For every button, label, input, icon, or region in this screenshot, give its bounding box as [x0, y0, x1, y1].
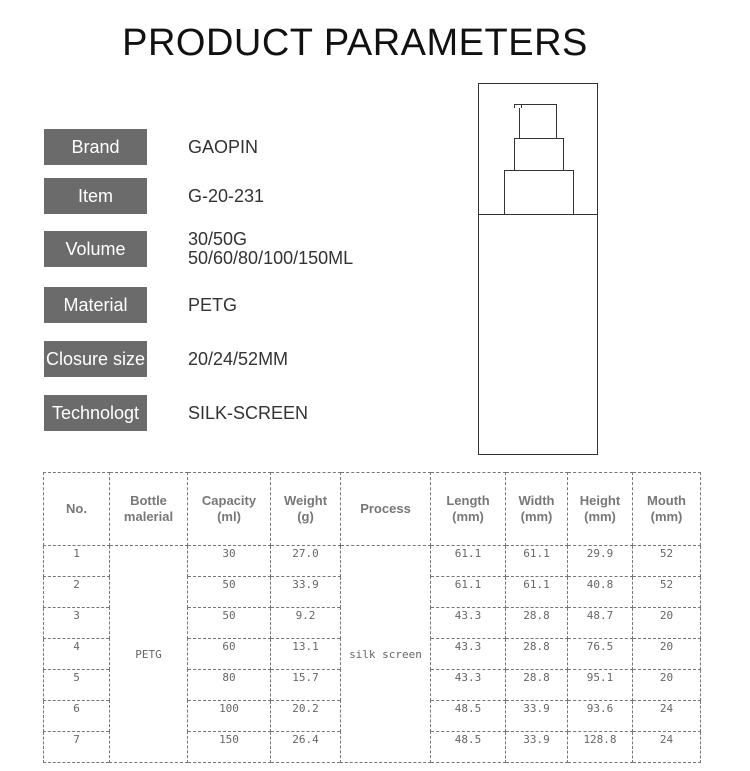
cell-mouth: 52 [633, 577, 701, 608]
param-value [188, 296, 237, 315]
cell-no: 4 [44, 639, 110, 670]
column-header-line: malerial [123, 509, 174, 524]
column-header [341, 473, 431, 546]
cell-no: 7 [44, 732, 110, 763]
cell-width: 33.9 [506, 701, 568, 732]
cell-mouth: 20 [633, 670, 701, 701]
column-header [188, 473, 271, 546]
column-header [271, 473, 341, 546]
cell-height: 40.8 [568, 577, 633, 608]
param-row [44, 287, 238, 323]
cell-mouth: 52 [633, 546, 701, 577]
cell-length: 48.5 [431, 701, 506, 732]
table-row [44, 546, 701, 577]
table-body [44, 546, 701, 763]
column-header [44, 473, 110, 546]
cell-weight: 26.4 [271, 732, 341, 763]
column-header-line: (mm) [520, 509, 553, 524]
param-value-line: SILK-SCREEN [188, 402, 309, 423]
param-row [44, 229, 354, 268]
cell-no: 3 [44, 608, 110, 639]
cell-no: 1 [44, 546, 110, 577]
cell-width: 61.1 [506, 577, 568, 608]
spec-table [43, 472, 701, 763]
bottle-illustration [478, 83, 598, 455]
column-header [110, 473, 188, 546]
param-label: Volume [44, 231, 147, 267]
param-row [44, 129, 259, 165]
cell-length: 48.5 [431, 732, 506, 763]
cell-height: 95.1 [568, 670, 633, 701]
param-row [44, 341, 289, 377]
param-value [188, 187, 264, 206]
cell-height: 128.8 [568, 732, 633, 763]
cell-weight: 13.1 [271, 639, 341, 670]
table-header-row [44, 473, 701, 546]
cell-length: 43.3 [431, 639, 506, 670]
param-value-line: GAOPIN [188, 136, 259, 157]
column-header-line: (mm) [650, 509, 683, 524]
param-row [44, 395, 309, 431]
cell-capacity: 60 [188, 639, 271, 670]
pump-nozzle [514, 104, 522, 108]
cell-capacity: 100 [188, 701, 271, 732]
column-header-line: Width [518, 493, 555, 508]
cell-capacity: 30 [188, 546, 271, 577]
cell-weight: 20.2 [271, 701, 341, 732]
column-header-line: Capacity [201, 493, 257, 508]
cell-capacity: 50 [188, 608, 271, 639]
param-row [44, 178, 265, 214]
column-header-line: Weight [283, 493, 328, 508]
column-header-line: Length [446, 493, 490, 508]
param-value-line: G-20-231 [188, 185, 265, 206]
cell-width: 28.8 [506, 608, 568, 639]
cell-width: 28.8 [506, 670, 568, 701]
param-value-line: 20/24/52MM [188, 348, 289, 369]
column-header [568, 473, 633, 546]
param-value [188, 138, 258, 157]
column-header-line: (ml) [217, 509, 241, 524]
pump-neck [514, 138, 564, 171]
cell-capacity: 80 [188, 670, 271, 701]
cell-width: 61.1 [506, 546, 568, 577]
cell-height: 48.7 [568, 608, 633, 639]
cell-no: 2 [44, 577, 110, 608]
cell-mouth: 24 [633, 701, 701, 732]
column-header [431, 473, 506, 546]
param-label: Technologt [44, 395, 147, 431]
param-value-line: 30/50G [188, 229, 248, 249]
cell-height: 93.6 [568, 701, 633, 732]
param-value [188, 230, 353, 268]
param-label: Brand [44, 129, 147, 165]
cell-material: PETG [110, 546, 188, 763]
cell-weight: 27.0 [271, 546, 341, 577]
cell-process: silk screen [341, 546, 431, 763]
cell-no: 5 [44, 670, 110, 701]
column-header [506, 473, 568, 546]
column-header-line: (mm) [584, 509, 616, 524]
cell-length: 43.3 [431, 670, 506, 701]
param-value-line: PETG [188, 294, 238, 315]
column-header-line: Height [579, 493, 621, 508]
cell-weight: 33.9 [271, 577, 341, 608]
param-value-line: 50/60/80/100/150ML [188, 248, 354, 268]
cell-height: 29.9 [568, 546, 633, 577]
cell-capacity: 50 [188, 577, 271, 608]
cell-length: 43.3 [431, 608, 506, 639]
cell-no: 6 [44, 701, 110, 732]
column-header-line: Process [360, 501, 411, 516]
column-header-line: (mm) [452, 509, 484, 524]
cell-weight: 9.2 [271, 608, 341, 639]
cell-mouth: 20 [633, 639, 701, 670]
pump-head [519, 104, 557, 139]
param-label: Item [44, 178, 147, 214]
page-title: PRODUCT PARAMETERS [122, 22, 588, 64]
cell-capacity: 150 [188, 732, 271, 763]
cell-length: 61.1 [431, 577, 506, 608]
param-label: Material [44, 287, 147, 323]
column-header-line: Mouth [647, 493, 686, 508]
cell-height: 76.5 [568, 639, 633, 670]
cell-length: 61.1 [431, 546, 506, 577]
pump-collar [504, 170, 574, 215]
cell-weight: 15.7 [271, 670, 341, 701]
cell-width: 28.8 [506, 639, 568, 670]
cell-mouth: 24 [633, 732, 701, 763]
param-value [188, 404, 308, 423]
column-header-line: Bottle [130, 493, 167, 508]
column-header-line: No. [66, 501, 87, 516]
cell-width: 33.9 [506, 732, 568, 763]
param-value [188, 350, 288, 369]
cell-mouth: 20 [633, 608, 701, 639]
param-label: Closure size [44, 341, 147, 377]
column-header [633, 473, 701, 546]
column-header-line: (g) [297, 509, 314, 524]
